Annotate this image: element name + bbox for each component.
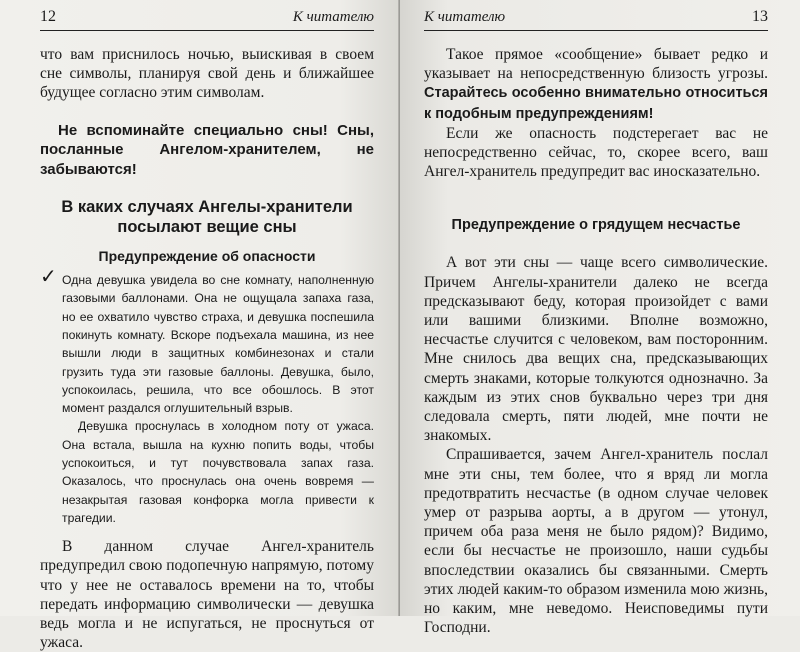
subsection-title: Предупреждение о грядущем несчастье xyxy=(451,217,741,234)
bold-emphasis: Старайтесь особенно внимательно относиться к подобным предупреждениям! xyxy=(424,85,768,122)
right-page-header xyxy=(424,8,768,31)
paragraph: Спрашивается, зачем Ангел-хранитель послал мне эти сны, тем более, что я вряд ли могла предотвратить несчастье (в одном случае человек умер от разрыва аорты, а в другом — утонул, причем оба раза меня не было рядом)? Видимо, если бы несчастье не произошло, наши судьбы впоследствии оказались бы связанными. Смерть этих людей каким-то образом изменила мою жизнь, но каким, мне неведомо. Неисповедимы пути Господни. xyxy=(424,446,768,637)
left-page-header xyxy=(40,8,374,31)
bold-note: Не вспоминайте специально сны! Сны, посланные Ангелом-хранителем, не забываются! xyxy=(40,121,374,178)
page-number: 13 xyxy=(752,8,768,25)
paragraph: Если же опасность подстерегает вас не непосредственно сейчас, то, скорее всего, ваш Ангел-хранитель предупредит вас иносказательно. xyxy=(424,124,768,181)
paragraph: что вам приснилось ночью, выискивая в своем сне символы, планируя свой день и ближайшее будущее согласно этим символам. xyxy=(40,46,374,102)
example-paragraph: Одна девушка увидела во сне комнату, наполненную газовыми баллонами. Она не ощущала запаха газа, но ее охватило чувство страха, и девушка поспешила покинуть комнату. Вскоре подъехала машина, из нее вышли люди в защитных комбинезонах и стали грузить туда эти газовые баллоны. Девушка, было, успокоилась, решила, что все обошлось. В этот момент раздался оглушительный взрыв. xyxy=(62,273,374,416)
paragraph: А вот эти сны — чаще всего символические. Причем Ангелы-хранители далеко не всегда предсказывают беду, которая произойдет с вами или вашими близкими. Вполне возможно, несчастье случится с человеком, вам посторонним. Мне снилось два вещих сна, предсказывающих смерть знаками, которые толкуются однозначно. За каждым из этих снов буквально через три дня следовала смерть, пяти людей, мне почти не знакомых. xyxy=(424,254,768,445)
example-paragraph: Девушка проснулась в холодном поту от ужаса. Она встала, вышла на кухню попить воды, чтобы успокоиться, и тут почувствовала запах газа. Оказалось, что проснулась она очень вовремя — незакрытая газовая конфорка могла привести к трагедии. xyxy=(62,419,374,525)
paragraph: В данном случае Ангел-хранитель предупредил свою подопечную напрямую, потому что у нее не оставалось времени на то, чтобы передать информацию символически — девушка ведь могла и не испугаться, не проснуться от ужаса. xyxy=(40,538,374,652)
section-title: В каких случаях Ангелы-хранители посылают вещие сны xyxy=(61,198,353,237)
example-block xyxy=(40,264,374,527)
running-head: К читателю xyxy=(424,9,506,25)
subsection-title: Предупреждение об опасности xyxy=(98,248,316,265)
right-page xyxy=(400,0,800,637)
page-number: 12 xyxy=(40,8,56,25)
checkmark-icon: ✓ xyxy=(40,264,57,289)
paragraph xyxy=(424,45,768,124)
running-head: К читателю xyxy=(292,9,374,25)
paragraph-text: Такое прямое «сообщение» бывает редко и указывает на непосредственную близость угрозы. xyxy=(424,46,768,83)
